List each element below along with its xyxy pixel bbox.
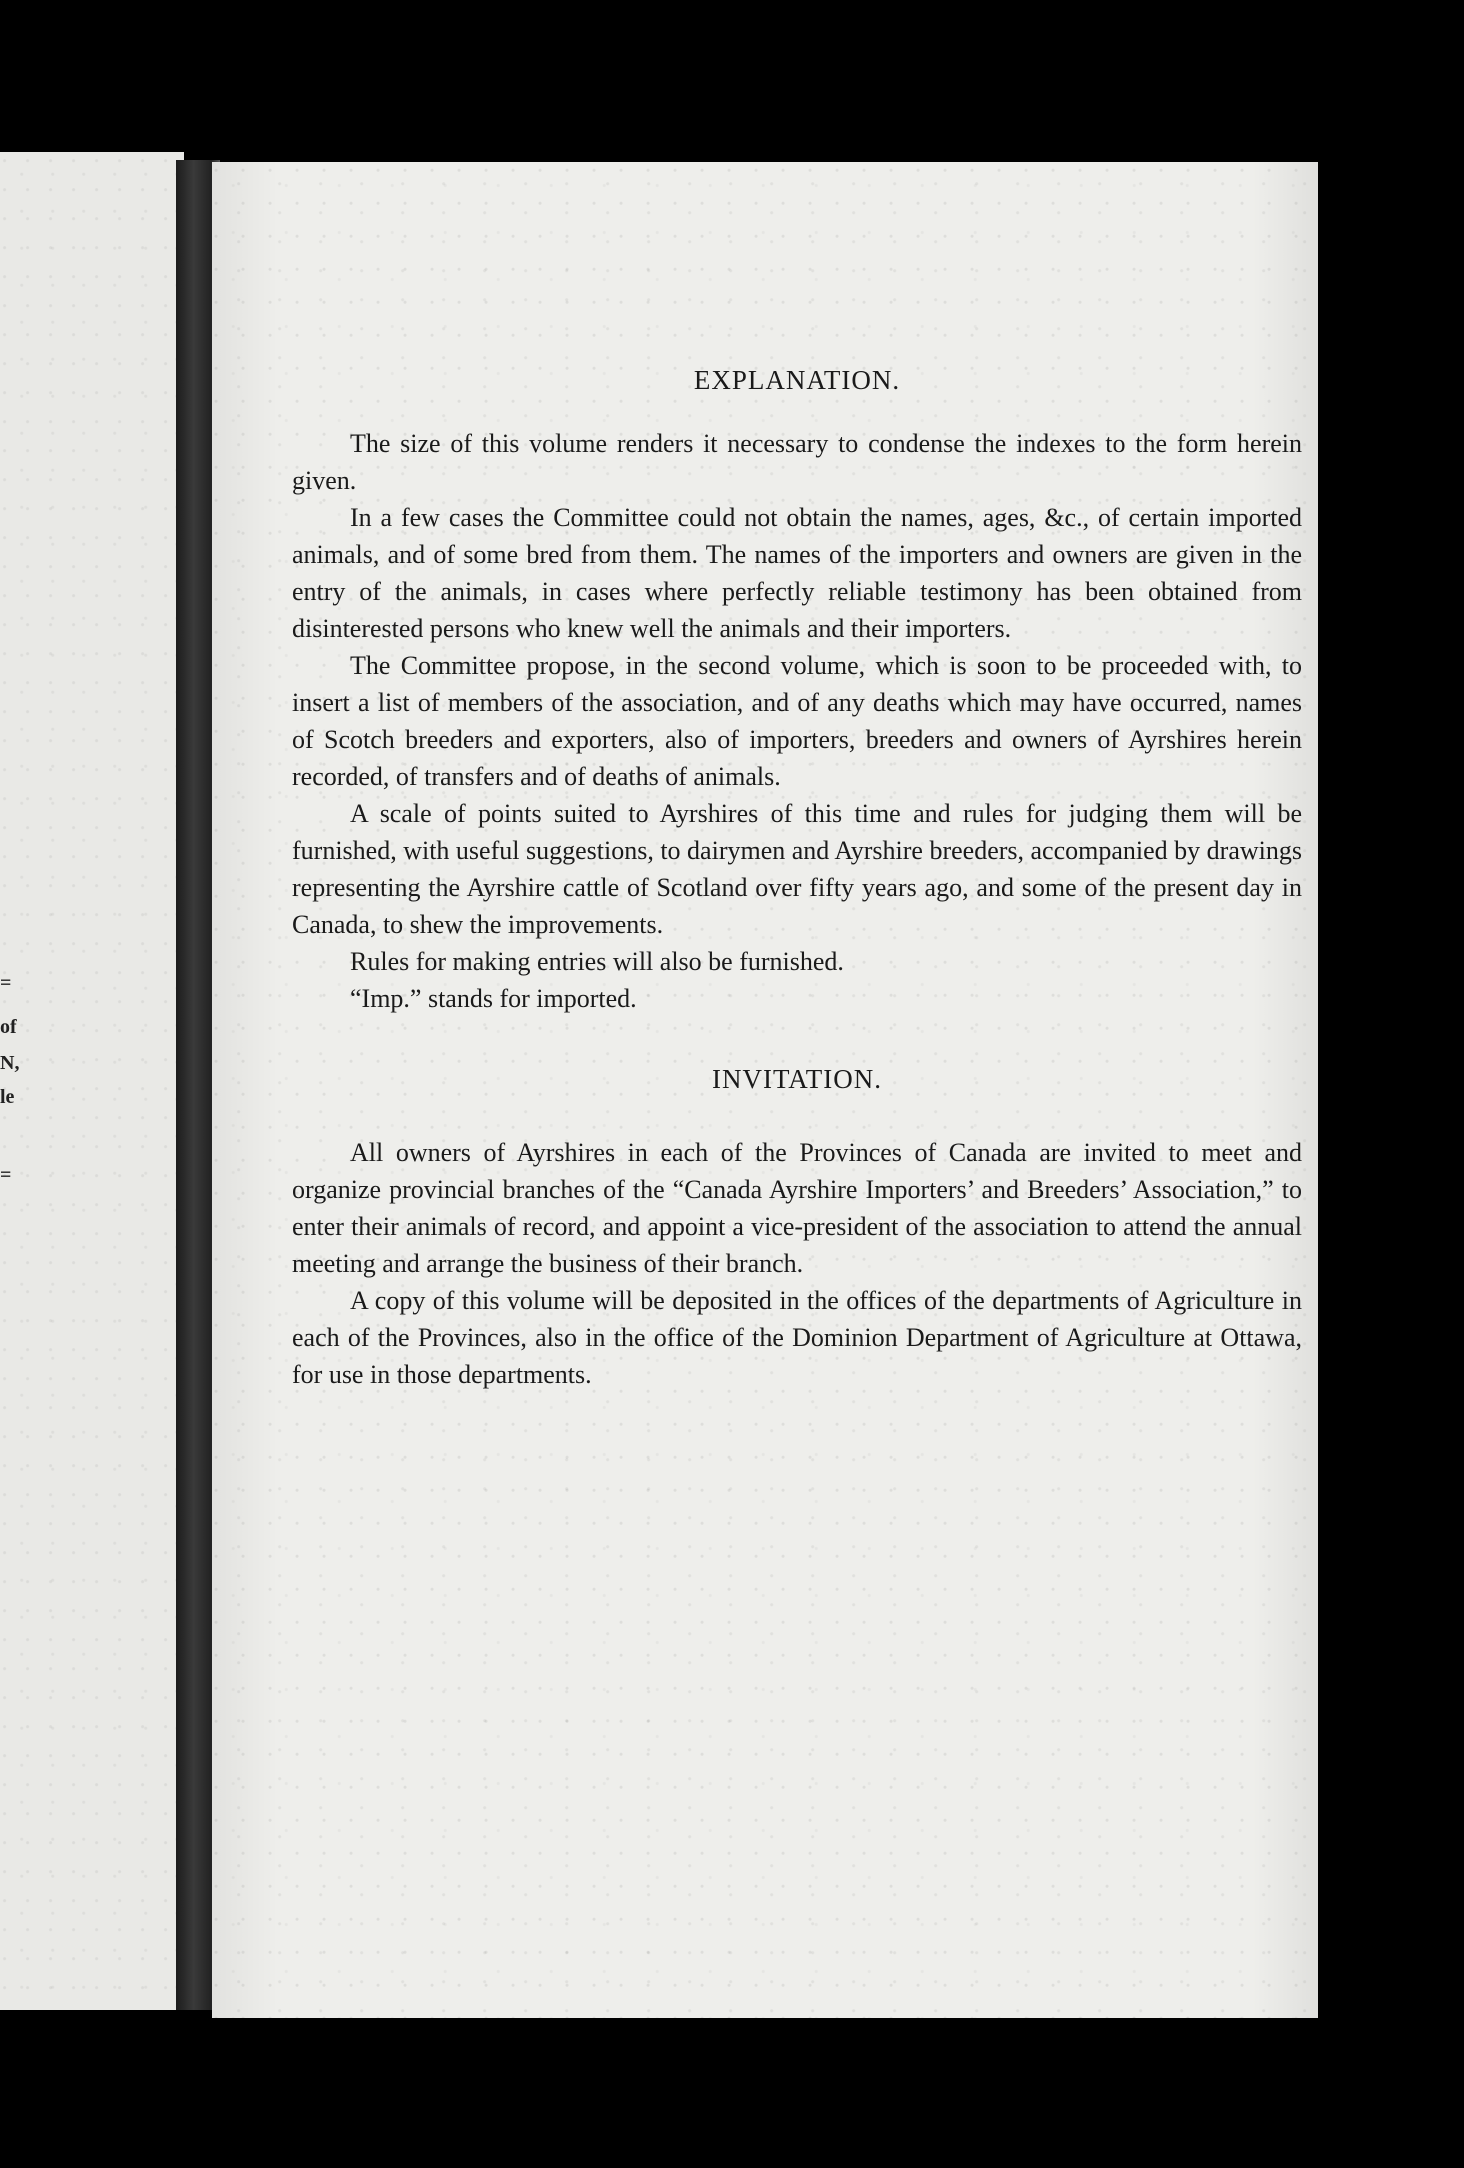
adjacent-page-strip <box>0 152 184 2010</box>
page-content <box>292 362 1302 1393</box>
invitation-paragraph: A copy of this volume will be deposited in the offices of the departments of Agriculture in each of the Provinces, also in the office of the Dominion Department of Agriculture at Ottawa, for use in those departments. <box>292 1286 1302 1389</box>
left-page-fragment: le <box>0 1086 15 1108</box>
invitation-heading: INVITATION. <box>711 1064 883 1094</box>
explanation-note: “Imp.” stands for imported. <box>350 984 637 1013</box>
document-page <box>212 162 1318 2018</box>
invitation-paragraph: All owners of Ayrshires in each of the Provinces of Canada are invited to meet and organize provincial branches of the “Canada Ayrshire Importers’ and Breeders’ Association,” to enter their animals of record, and appoint a vice-president of the association to attend the annual meeting and arrange the business of their branch. <box>292 1138 1302 1278</box>
explanation-paragraph: In a few cases the Committee could not obtain the names, ages, &c., of certain imported animals, and of some bred from them. The names of the importers and owners are given in the entry of the animals, in cases where perfectly reliable testimony has been obtained from disinterested persons who knew well the animals and their importers. <box>292 503 1302 643</box>
explanation-note: Rules for making entries will also be furnished. <box>350 947 844 976</box>
left-page-fragment: of <box>0 1016 17 1038</box>
explanation-heading: EXPLANATION. <box>693 365 901 395</box>
left-page-fragment: = <box>0 1164 12 1186</box>
explanation-paragraph: A scale of points suited to Ayrshires of this time and rules for judging them will be furnished, with useful suggestions, to dairymen and Ayrshire breeders, accompanied by drawings representing the Ayrshire cattle of Scotland over fifty years ago, and some of the present day in Canada, to shew the improvements. <box>292 799 1302 939</box>
explanation-paragraph: The size of this volume renders it necessary to condense the indexes to the form herein given. <box>292 429 1302 495</box>
left-page-fragment: = <box>0 972 12 994</box>
left-page-fragment: N, <box>0 1052 20 1074</box>
explanation-paragraph: The Committee propose, in the second volume, which is soon to be proceeded with, to insert a list of members of the association, and of any deaths which may have occurred, names of Scotch breeders and exporters, also of importers, breeders and owners of Ayrshires herein recorded, of transfers and of deaths of animals. <box>292 651 1302 791</box>
